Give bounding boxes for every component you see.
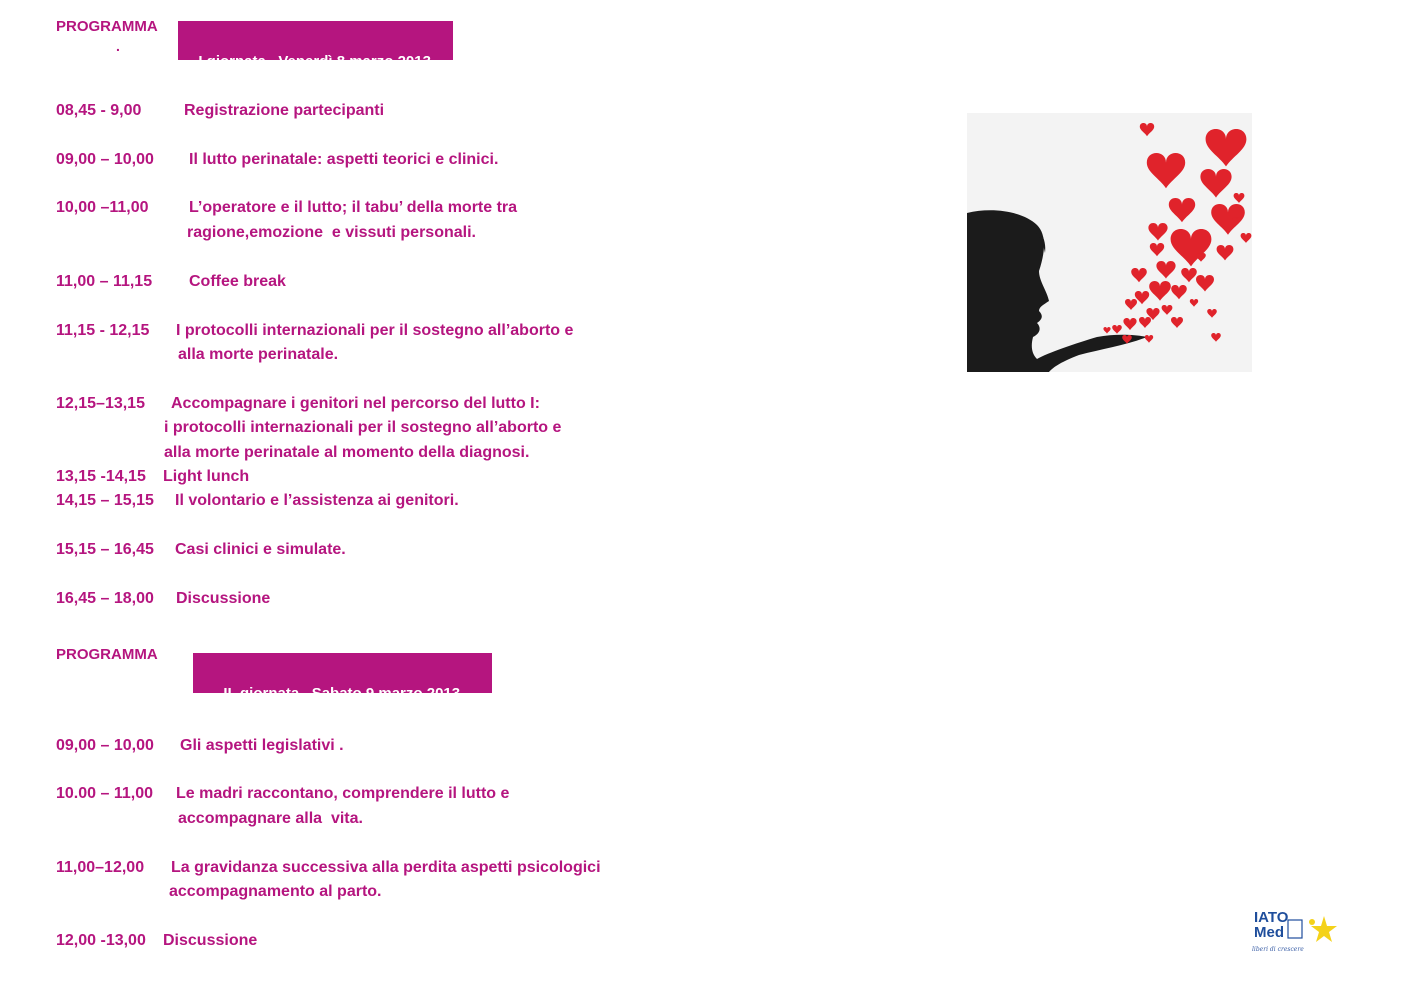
day1-desc-6-line-3: alla morte perinatale al momento della diagnosi. — [164, 444, 530, 461]
day1-desc-5-line-1: I protocolli internazionali per il sostegno all’aborto e — [176, 322, 574, 339]
day2-desc-3-line-1: La gravidanza successiva alla perdita aspetti psicologici — [171, 859, 601, 876]
day1-desc-9-line-1: Casi clinici e simulate. — [175, 541, 346, 558]
day1-desc-3-line-2: ragione,emozione e vissuti personali. — [187, 224, 476, 241]
logo-building-icon — [1288, 920, 1302, 938]
day1-time-3: 10,00 –11,00 — [56, 199, 149, 216]
day2-time-4: 12,00 -13,00 — [56, 932, 146, 949]
day2-banner — [193, 653, 492, 702]
logo-caption: liberi di crescere — [1252, 946, 1304, 953]
blowing-hearts-illustration — [967, 113, 1252, 372]
day2-banner-text: II giornata Sabato 9 marzo 2013 — [223, 685, 461, 702]
day1-time-8: 14,15 – 15,15 — [56, 492, 154, 509]
day1-desc-4-line-1: Coffee break — [189, 273, 286, 290]
logo-line-2: Med — [1254, 924, 1284, 941]
day1-desc-6-line-1: Accompagnare i genitori nel percorso del lutto I: — [171, 395, 540, 412]
day1-banner-text: I giornata Venerdì 8 marzo 2013 — [198, 53, 431, 70]
day1-time-7: 13,15 -14,15 — [56, 468, 146, 485]
day1-desc-5-line-2: alla morte perinatale. — [178, 346, 339, 363]
hearts-group — [1103, 123, 1251, 344]
logo-figure-head-icon — [1309, 919, 1315, 925]
day2-desc-2-line-2: accompagnare alla vita. — [178, 810, 363, 827]
day1-banner — [178, 21, 453, 70]
day1-time-9: 15,15 – 16,45 — [56, 541, 154, 558]
day1-desc-10-line-1: Discussione — [176, 590, 271, 607]
day2-desc-4-line-1: Discussione — [163, 932, 258, 949]
day2-desc-1-line-1: Gli aspetti legislativi . — [180, 737, 344, 754]
program-label-day1: PROGRAMMA — [56, 18, 158, 35]
day1-desc-8-line-1: Il volontario e l’assistenza ai genitori. — [175, 492, 459, 509]
day2-time-3: 11,00–12,00 — [56, 859, 145, 876]
day1-time-6: 12,15–13,15 — [56, 395, 145, 412]
program-label-day2: PROGRAMMA — [56, 646, 158, 663]
program-dot: . — [116, 38, 120, 54]
day1-time-10: 16,45 – 18,00 — [56, 590, 154, 607]
day1-time-1: 08,45 - 9,00 — [56, 102, 142, 119]
iatomed-logo — [1252, 904, 1344, 956]
day2-desc-2-line-1: Le madri raccontano, comprendere il lutto e — [176, 785, 510, 802]
iatomed-logo-mark — [1252, 904, 1344, 948]
day1-desc-6-line-2: i protocolli internazionali per il sostegno all’aborto e — [164, 419, 562, 436]
face-silhouette — [967, 210, 1147, 372]
logo-star-icon — [1311, 916, 1337, 942]
day2-time-2: 10.00 – 11,00 — [56, 785, 153, 802]
day1-desc-2-line-1: Il lutto perinatale: aspetti teorici e clinici. — [189, 151, 499, 168]
day2-desc-3-line-2: accompagnamento al parto. — [169, 883, 382, 900]
day1-time-4: 11,00 – 11,15 — [56, 273, 153, 290]
day1-time-5: 11,15 - 12,15 — [56, 322, 150, 339]
day1-time-2: 09,00 – 10,00 — [56, 151, 154, 168]
day1-desc-3-line-1: L’operatore e il lutto; il tabu’ della morte tra — [189, 199, 518, 216]
day1-desc-1-line-1: Registrazione partecipanti — [184, 102, 385, 119]
logo-line-1: IATO — [1254, 909, 1289, 926]
day2-time-1: 09,00 – 10,00 — [56, 737, 154, 754]
silhouette-hearts-image — [967, 113, 1252, 372]
day1-desc-7-line-1: Light lunch — [163, 468, 250, 485]
